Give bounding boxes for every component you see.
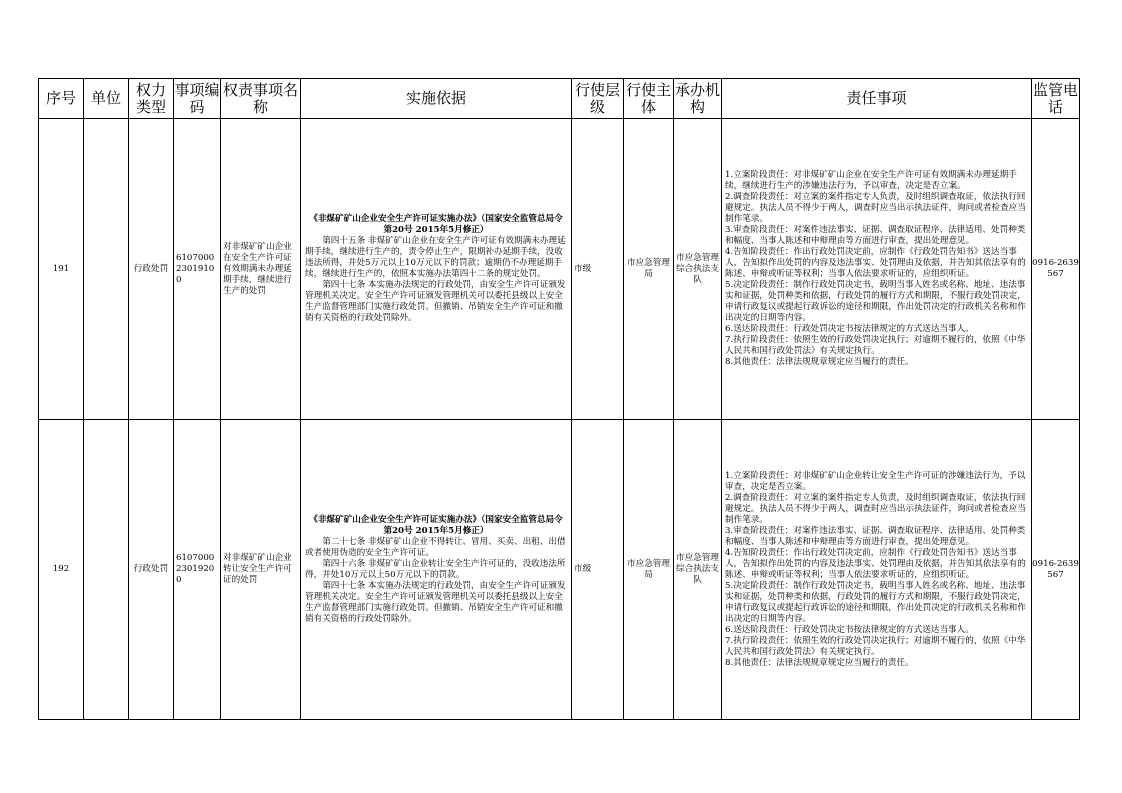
duty-item: 7.执行阶段责任：依照生效的行政处罚决定执行；对逾期不履行的，依照《中华人民共和国行政处罚法》有关规定执行。: [725, 635, 1026, 657]
basis-paragraph: 第四十六条 非煤矿矿山企业转让安全生产许可证的，没收违法所得，并处10万元以上50万元以下的罚款。: [305, 558, 566, 580]
header-seq: 序号: [39, 79, 84, 119]
header-power-type: 权力类型: [129, 79, 174, 119]
duty-item: 3.审查阶段责任：对案件违法事实、证据、调查取证程序、法律适用、处罚种类和幅度、当事人陈述和申辩理由等方面进行审查，提出处理意见。: [725, 225, 1026, 246]
duty-item: 3.审查阶段责任：对案件违法事实、证据、调查取证程序、法律适用、处罚种类和幅度、当事人陈述和申辩理由等方面进行审查，提出处理意见。: [725, 525, 1026, 547]
cell-power-type: 行政处罚: [129, 119, 174, 420]
cell-duties: [722, 420, 1032, 720]
duty-item: 8.其他责任：法律法规规章规定应当履行的责任。: [725, 357, 914, 367]
duty-item: 6.送达阶段责任：行政处罚决定书按法律规定的方式送达当事人。: [725, 324, 974, 334]
cell-basis: [301, 420, 572, 720]
cell-subject: 市应急管理局: [624, 119, 674, 420]
basis-paragraph: 第四十七条 本实施办法规定的行政处罚，由安全生产许可证颁发管理机关决定。安全生产许可证颁发管理机关可以委托县级以上安全生产监督管理部门实施行政处罚。但撤销、吊销安全生产许可证和撤销有关资格的行政处罚除外。: [305, 580, 566, 624]
cell-basis: [301, 119, 572, 420]
responsibility-table: [38, 78, 1080, 720]
basis-title: 《非煤矿矿山企业安全生产许可证实施办法》（国家安全监管总局令第20号 2015年5月修正）: [309, 214, 563, 235]
duty-item: 2.调查阶段责任：对立案的案件指定专人负责，及时组织调查取证，依法执行回避规定。执法人员不得少于两人，调查时应当出示执法证件，询问或者检查应当制作笔录。: [725, 492, 1026, 525]
table-row: [39, 119, 1080, 420]
cell-subject: 市应急管理局: [624, 420, 674, 720]
duty-item: 1.立案阶段责任：对非煤矿矿山企业转让安全生产许可证的涉嫌违法行为，予以审查，决定是否立案。: [725, 470, 1026, 492]
basis-title: 《非煤矿矿山企业安全生产许可证实施办法》（国家安全监管总局令第20号 2015年5月修正）: [309, 514, 563, 536]
cell-duties: [722, 119, 1032, 420]
cell-organ: 市应急管理综合执法支队: [674, 119, 722, 420]
duty-item: 2.调查阶段责任：对立案的案件指定专人负责，及时组织调查取证，依法执行回避规定。执法人员不得少于两人，调查时应当出示执法证件，询问或者检查应当制作笔录。: [725, 192, 1026, 224]
cell-phone: 0916-2639567: [1032, 119, 1080, 420]
basis-paragraph: 第四十五条 非煤矿矿山企业在安全生产许可证有效期满未办理延期手续，继续进行生产的，责令停止生产，限期补办延期手续，没收违法所得，并处5万元以上10万元以下的罚款；逾期仍不办理延期手续，继续进行生产的，依照本实施办法第四十二条的规定处罚。: [305, 236, 566, 279]
cell-power-type: 行政处罚: [129, 420, 174, 720]
cell-seq: 192: [39, 420, 84, 720]
duty-item: 4.告知阶段责任：作出行政处罚决定前，应制作《行政处罚告知书》送达当事人，告知拟作出处罚的内容及违法事实、处罚理由及依据，并告知其依法享有的陈述、申辩或听证等权利；当事人依法要求听证的，应组织听证。: [725, 547, 1026, 580]
header-level: 行使层级: [572, 79, 624, 119]
duty-item: 5.决定阶段责任：制作行政处罚决定书，载明当事人姓名或名称、地址、违法事实和证据，处罚种类和依据，行政处罚的履行方式和期限，不服行政处罚决定，申请行政复议或提起行政诉讼的途径和期限，作出处罚决定的行政机关名称和作出决定的日期等内容。: [725, 580, 1026, 624]
table-row: [39, 420, 1080, 720]
cell-item-code: 610700023019100: [174, 119, 221, 420]
cell-level: 市级: [572, 119, 624, 420]
header-duties: 责任事项: [722, 79, 1032, 119]
header-subject: 行使主体: [624, 79, 674, 119]
duty-item: 6.送达阶段责任：行政处罚决定书按法律规定的方式送达当事人。: [725, 624, 974, 635]
cell-organ: 市应急管理综合执法支队: [674, 420, 722, 720]
duty-item: 1.立案阶段责任：对非煤矿矿山企业在安全生产许可证有效期满未办理延期手续，继续进行生产的涉嫌违法行为，予以审查，决定是否立案。: [725, 170, 1017, 191]
cell-item-name: 对非煤矿矿山企业在安全生产许可证有效期满未办理延期手续，继续进行生产的处罚: [221, 119, 301, 420]
basis-paragraph: 第四十七条 本实施办法规定的行政处罚，由安全生产许可证颁发管理机关决定。安全生产许可证颁发管理机关可以委托县级以上安全生产监督管理部门实施行政处罚。但撤销、吊销安全生产许可证和撤销有关资格的行政处罚除外。: [305, 280, 566, 323]
header-basis: 实施依据: [301, 79, 572, 119]
header-unit: 单位: [84, 79, 129, 119]
basis-paragraph: 第二十七条 非煤矿矿山企业不得转让、冒用、买卖、出租、出借或者使用伪造的安全生产许可证。: [305, 536, 566, 558]
duty-item: 4.告知阶段责任：作出行政处罚决定前，应制作《行政处罚告知书》送达当事人，告知拟作出处罚的内容及违法事实、处罚理由及依据，并告知其依法享有的陈述、申辩或听证等权利；当事人依法要求听证的，应组织听证。: [725, 247, 1026, 279]
header-phone: 监管电话: [1032, 79, 1080, 119]
cell-level: 市级: [572, 420, 624, 720]
header-organ: 承办机构: [674, 79, 722, 119]
cell-seq: 191: [39, 119, 84, 420]
cell-phone: 0916-2639567: [1032, 420, 1080, 720]
cell-item-name: 对非煤矿矿山企业转让安全生产许可证的处罚: [221, 420, 301, 720]
cell-unit: [84, 420, 129, 720]
header-row: [39, 79, 1080, 119]
duty-item: 7.执行阶段责任：依照生效的行政处罚决定执行；对逾期不履行的，依照《中华人民共和国行政处罚法》有关规定执行。: [725, 335, 1026, 356]
cell-unit: [84, 119, 129, 420]
header-item-name: 权责事项名称: [221, 79, 301, 119]
duty-item: 8.其他责任：法律法规规章规定应当履行的责任。: [725, 657, 914, 668]
header-item-code: 事项编码: [174, 79, 221, 119]
cell-item-code: 610700023019200: [174, 420, 221, 720]
duty-item: 5.决定阶段责任：制作行政处罚决定书，载明当事人姓名或名称、地址、违法事实和证据，处罚种类和依据，行政处罚的履行方式和期限，不服行政处罚决定，申请行政复议或提起行政诉讼的途径和期限，作出处罚决定的行政机关名称和作出决定的日期等内容。: [725, 280, 1026, 323]
